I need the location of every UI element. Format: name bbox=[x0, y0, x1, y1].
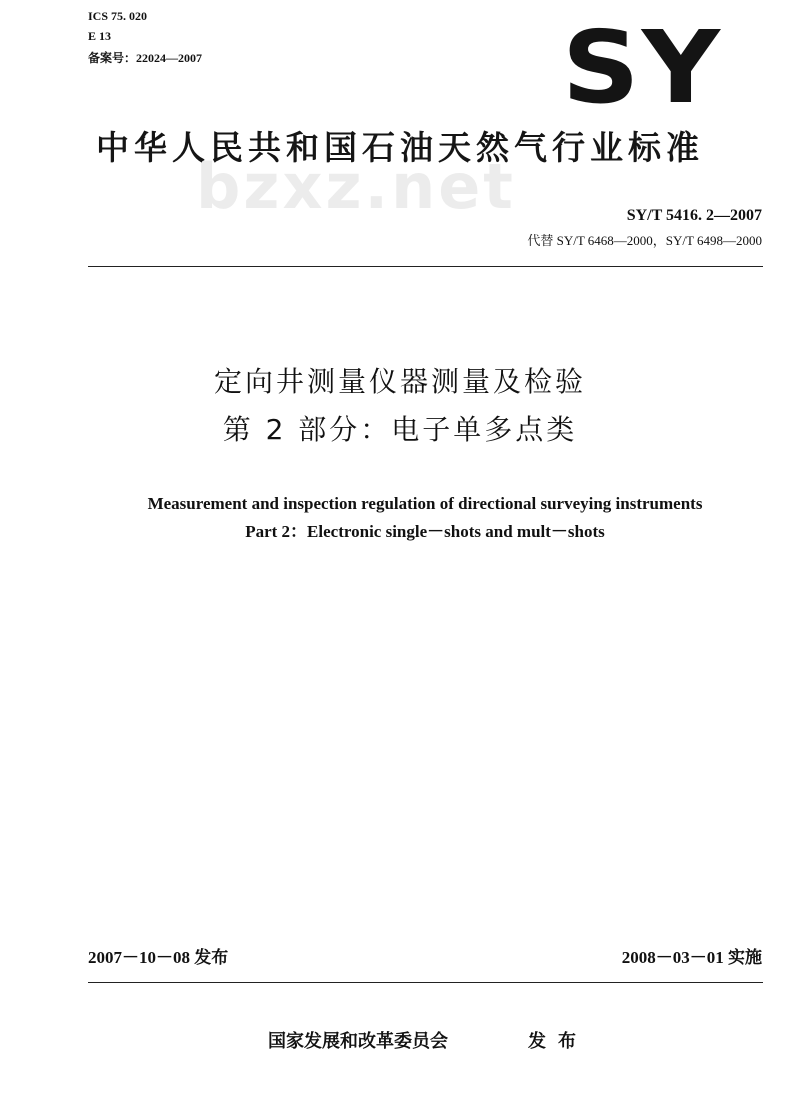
standard-number: SY/T 5416. 2—2007 bbox=[626, 207, 762, 224]
issue-action: 发布 bbox=[528, 1031, 588, 1052]
implementation-date: 2008－03－01 实施 bbox=[621, 948, 762, 967]
title-chinese-line-1: 定向井测量仪器测量及检验 bbox=[213, 365, 586, 398]
issue-date: 2007－10－08 发布 bbox=[88, 948, 229, 967]
watermark: bzxz.net bbox=[196, 150, 516, 223]
title-english-line-1: Measurement and inspection regulation of directional surveying instruments bbox=[147, 494, 703, 513]
bottom-divider bbox=[88, 982, 763, 983]
top-divider bbox=[88, 266, 763, 267]
issuing-authority: 国家发展和改革委员会 bbox=[268, 1031, 448, 1052]
title-english-line-2: Part 2：Electronic single－shots and mult－shots bbox=[245, 522, 605, 541]
authority-title: 中华人民共和国石油天然气行业标准 bbox=[96, 128, 704, 167]
replaced-standards: 代替 SY/T 6468—2000，SY/T 6498—2000 bbox=[527, 233, 762, 248]
title-chinese-line-2: 第 2 部分：电子单多点类 bbox=[222, 413, 578, 446]
classification-code: E 13 bbox=[88, 29, 112, 43]
ics-code: ICS 75. 020 bbox=[88, 9, 148, 23]
filing-number: 备案号：22024—2007 bbox=[88, 51, 203, 65]
sy-logo: SY bbox=[561, 9, 723, 126]
